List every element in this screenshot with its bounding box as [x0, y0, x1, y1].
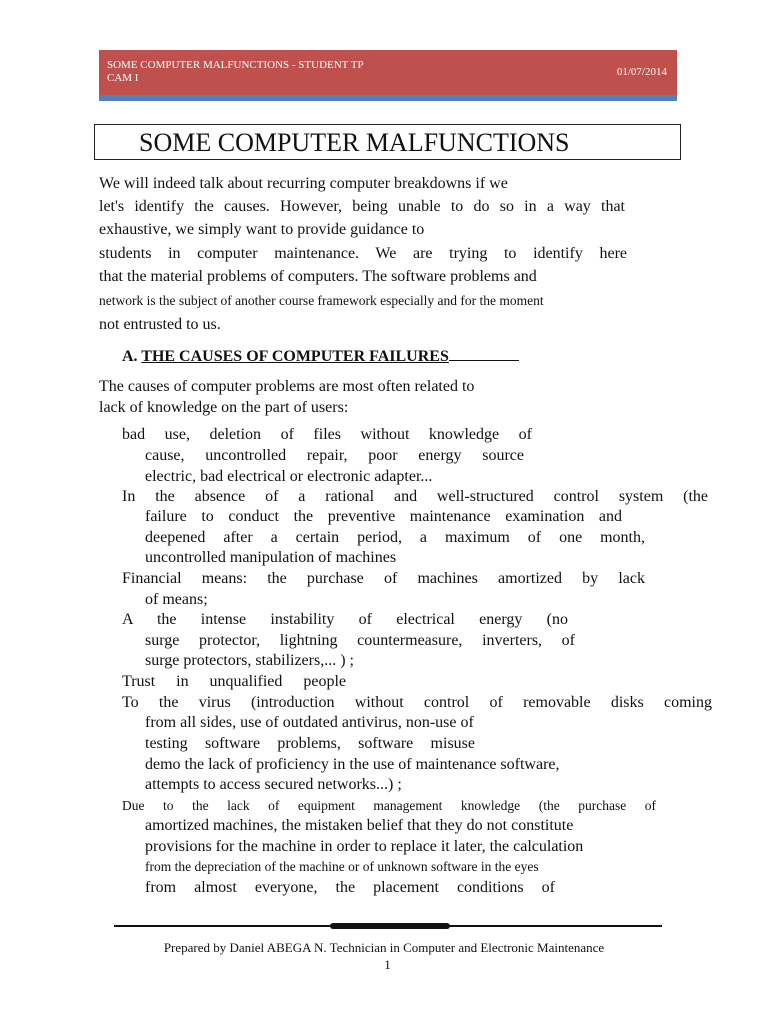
footer-credit: Prepared by Daniel ABEGA N. Technician in Computer and Electronic Maintenance	[163, 940, 605, 955]
list-item: To the virus (introduction without control of removable disks coming	[122, 694, 712, 711]
list-item-continuation: surge protector, lightning countermeasure, inverters, of	[145, 632, 575, 649]
page-title: SOME COMPUTER MALFUNCTIONS	[139, 128, 570, 157]
list-item-continuation: electric, bad electrical or electronic adapter...	[145, 468, 433, 485]
intro-line: not entrusted to us.	[99, 316, 221, 333]
list-item-continuation: uncontrolled manipulation of machines	[145, 549, 397, 566]
section-title: THE CAUSES OF COMPUTER FAILURES	[141, 348, 449, 365]
causes-intro-line: lack of knowledge on the part of users:	[99, 399, 349, 416]
list-item-continuation: amortized machines, the mistaken belief that they do not constitute	[145, 817, 574, 834]
list-item: Trust in unqualified people	[122, 673, 346, 690]
section-heading	[122, 346, 519, 366]
intro-line: We will indeed talk about recurring computer breakdowns if we	[99, 175, 508, 192]
header-document-title	[107, 59, 407, 85]
header-date: 01/07/2014	[616, 66, 667, 78]
intro-line: exhaustive, we simply want to provide guidance to	[99, 221, 425, 238]
intro-line: network is the subject of another course framework especially and for the moment	[99, 293, 544, 308]
intro-line: let's identify the causes. However, being unable to do so in a way that	[99, 198, 625, 215]
list-item: In the absence of a rational and well-structured control system (the	[122, 488, 708, 505]
title-box	[94, 124, 681, 160]
list-item-continuation: surge protectors, stabilizers,... ) ;	[145, 652, 354, 669]
list-item: Financial means: the purchase of machines amortized by lack	[122, 570, 645, 587]
header-title-line2: CAM I	[107, 72, 139, 84]
list-item-continuation: provisions for the machine in order to replace it later, the calculation	[145, 838, 584, 855]
list-item-continuation: demo the lack of proficiency in the use of maintenance software,	[145, 756, 560, 773]
list-item: bad use, deletion of files without knowledge of	[122, 426, 532, 443]
page-number: 1	[384, 957, 391, 972]
list-item-continuation: cause, uncontrolled repair, poor energy source	[145, 447, 524, 464]
list-item-continuation: attempts to access secured networks...) ;	[145, 776, 402, 793]
list-item: A the intense instability of electrical energy (no	[122, 611, 568, 628]
heading-underline	[449, 346, 519, 361]
header-title-line1: SOME COMPUTER MALFUNCTIONS - STUDENT TP	[107, 59, 364, 71]
section-prefix: A.	[122, 348, 142, 365]
list-item-continuation: from all sides, use of outdated antivirus, non-use of	[145, 714, 474, 731]
footer-divider-ornament	[330, 923, 450, 929]
page-header	[99, 50, 677, 95]
list-item-continuation: from almost everyone, the placement conditions of	[145, 879, 555, 896]
list-item: Due to the lack of equipment management knowledge (the purchase of	[122, 798, 656, 813]
causes-intro-line: The causes of computer problems are most often related to	[99, 378, 475, 395]
list-item-continuation: of means;	[145, 591, 208, 608]
intro-line: that the material problems of computers. The software problems and	[99, 268, 537, 285]
intro-line: students in computer maintenance. We are trying to identify here	[99, 245, 627, 262]
list-item-continuation: testing software problems, software misuse	[145, 735, 475, 752]
list-item-continuation: deepened after a certain period, a maximum of one month,	[145, 529, 645, 546]
list-item-continuation: from the depreciation of the machine or of unknown software in the eyes	[145, 859, 539, 874]
header-divider	[99, 95, 677, 101]
list-item-continuation: failure to conduct the preventive maintenance examination and	[145, 508, 622, 525]
